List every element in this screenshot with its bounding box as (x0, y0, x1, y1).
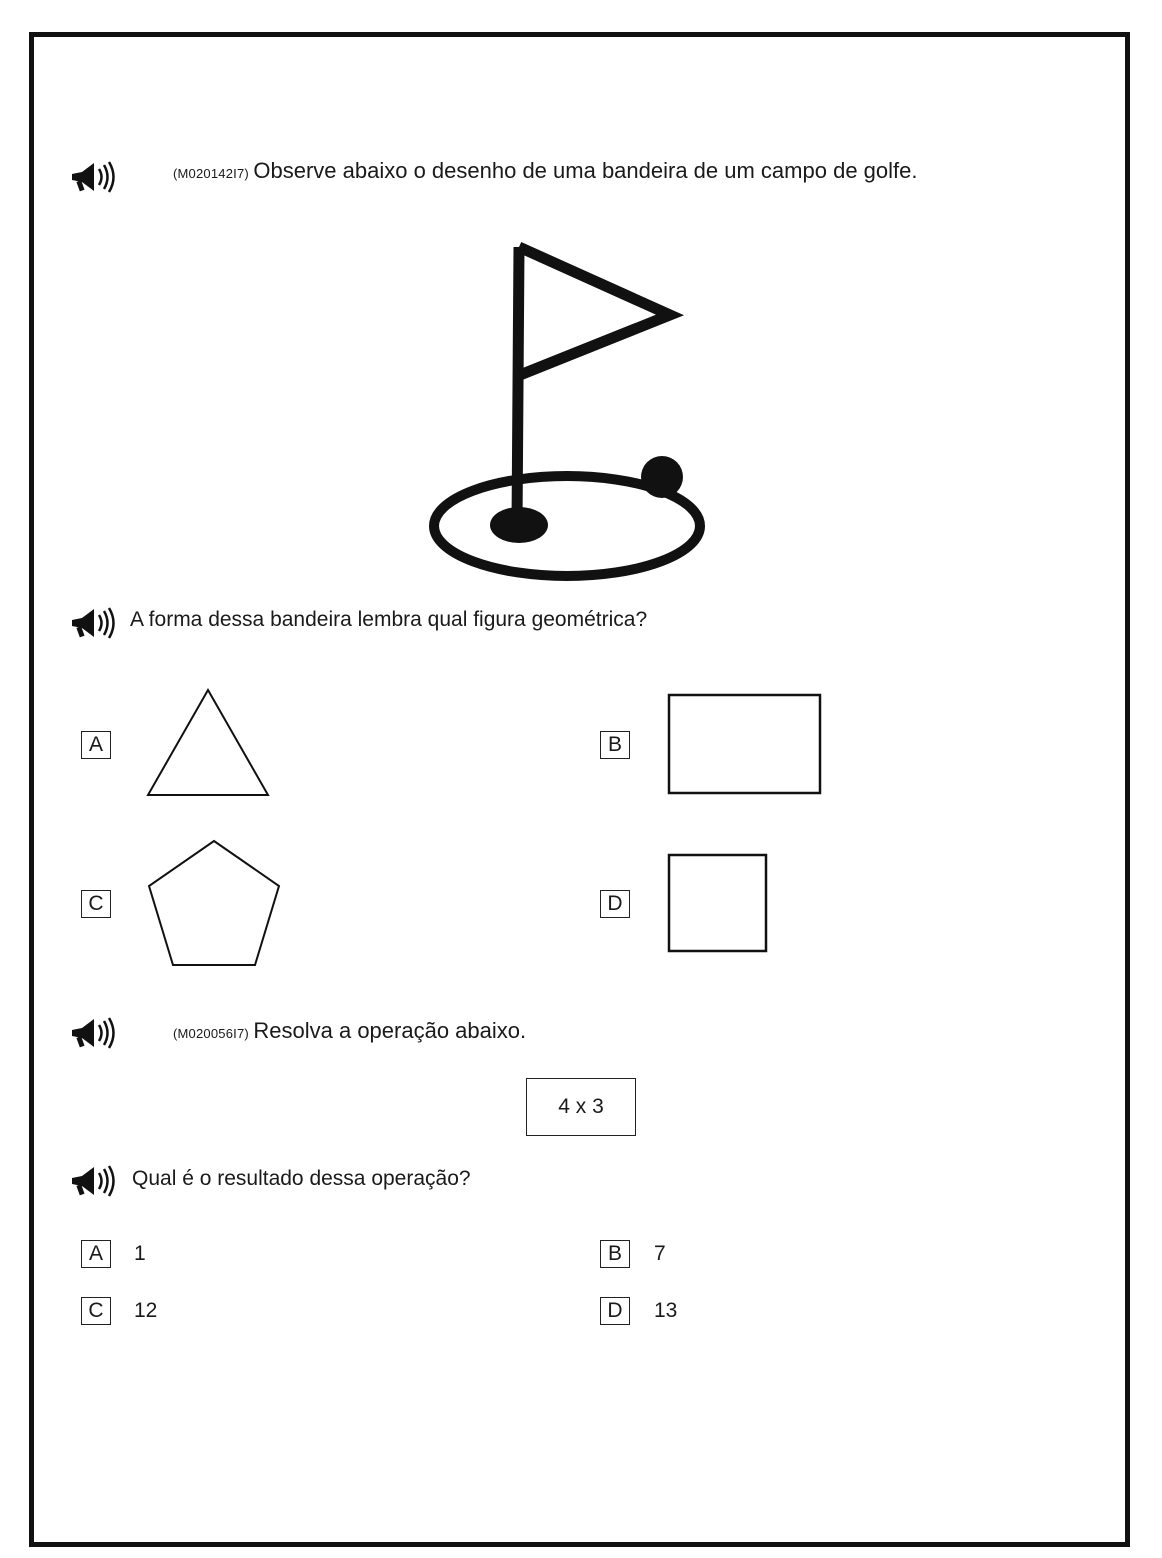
pentagon-icon[interactable] (143, 836, 285, 971)
option-c-letter[interactable]: C (81, 890, 111, 918)
question2-statement: Resolva a operação abaixo. (253, 1018, 527, 1043)
option-c-value: 12 (134, 1299, 158, 1322)
option-b-letter[interactable]: B (600, 731, 630, 759)
question2-header (173, 1018, 526, 1044)
option-d-letter[interactable]: D (600, 1297, 630, 1325)
operation-box: 4 x 3 (526, 1078, 636, 1136)
speaker-icon[interactable] (68, 606, 124, 640)
option-d-letter[interactable]: D (600, 890, 630, 918)
question1-code: (M020142I7) (173, 166, 249, 181)
speaker-icon[interactable] (68, 1164, 124, 1198)
question2-prompt: Qual é o resultado dessa operação? (132, 1167, 471, 1190)
option-a-letter[interactable]: A (81, 1240, 111, 1268)
option-b-letter[interactable]: B (600, 1240, 630, 1268)
rectangle-icon[interactable] (666, 692, 824, 796)
question1-header (173, 158, 917, 184)
option-d-value: 13 (654, 1299, 678, 1322)
golf-flag-icon (420, 235, 720, 585)
option-a-value: 1 (134, 1242, 146, 1265)
option-b-value: 7 (654, 1242, 666, 1265)
question1-statement: Observe abaixo o desenho de uma bandeira de um campo de golfe. (253, 158, 918, 183)
speaker-icon[interactable] (68, 160, 124, 194)
speaker-icon[interactable] (68, 1016, 124, 1050)
square-icon[interactable] (666, 852, 770, 954)
option-c-letter[interactable]: C (81, 1297, 111, 1325)
option-a-letter[interactable]: A (81, 731, 111, 759)
question2-code: (M020056I7) (173, 1026, 249, 1041)
question1-prompt: A forma dessa bandeira lembra qual figura geométrica? (130, 608, 648, 631)
triangle-icon[interactable] (140, 686, 275, 801)
